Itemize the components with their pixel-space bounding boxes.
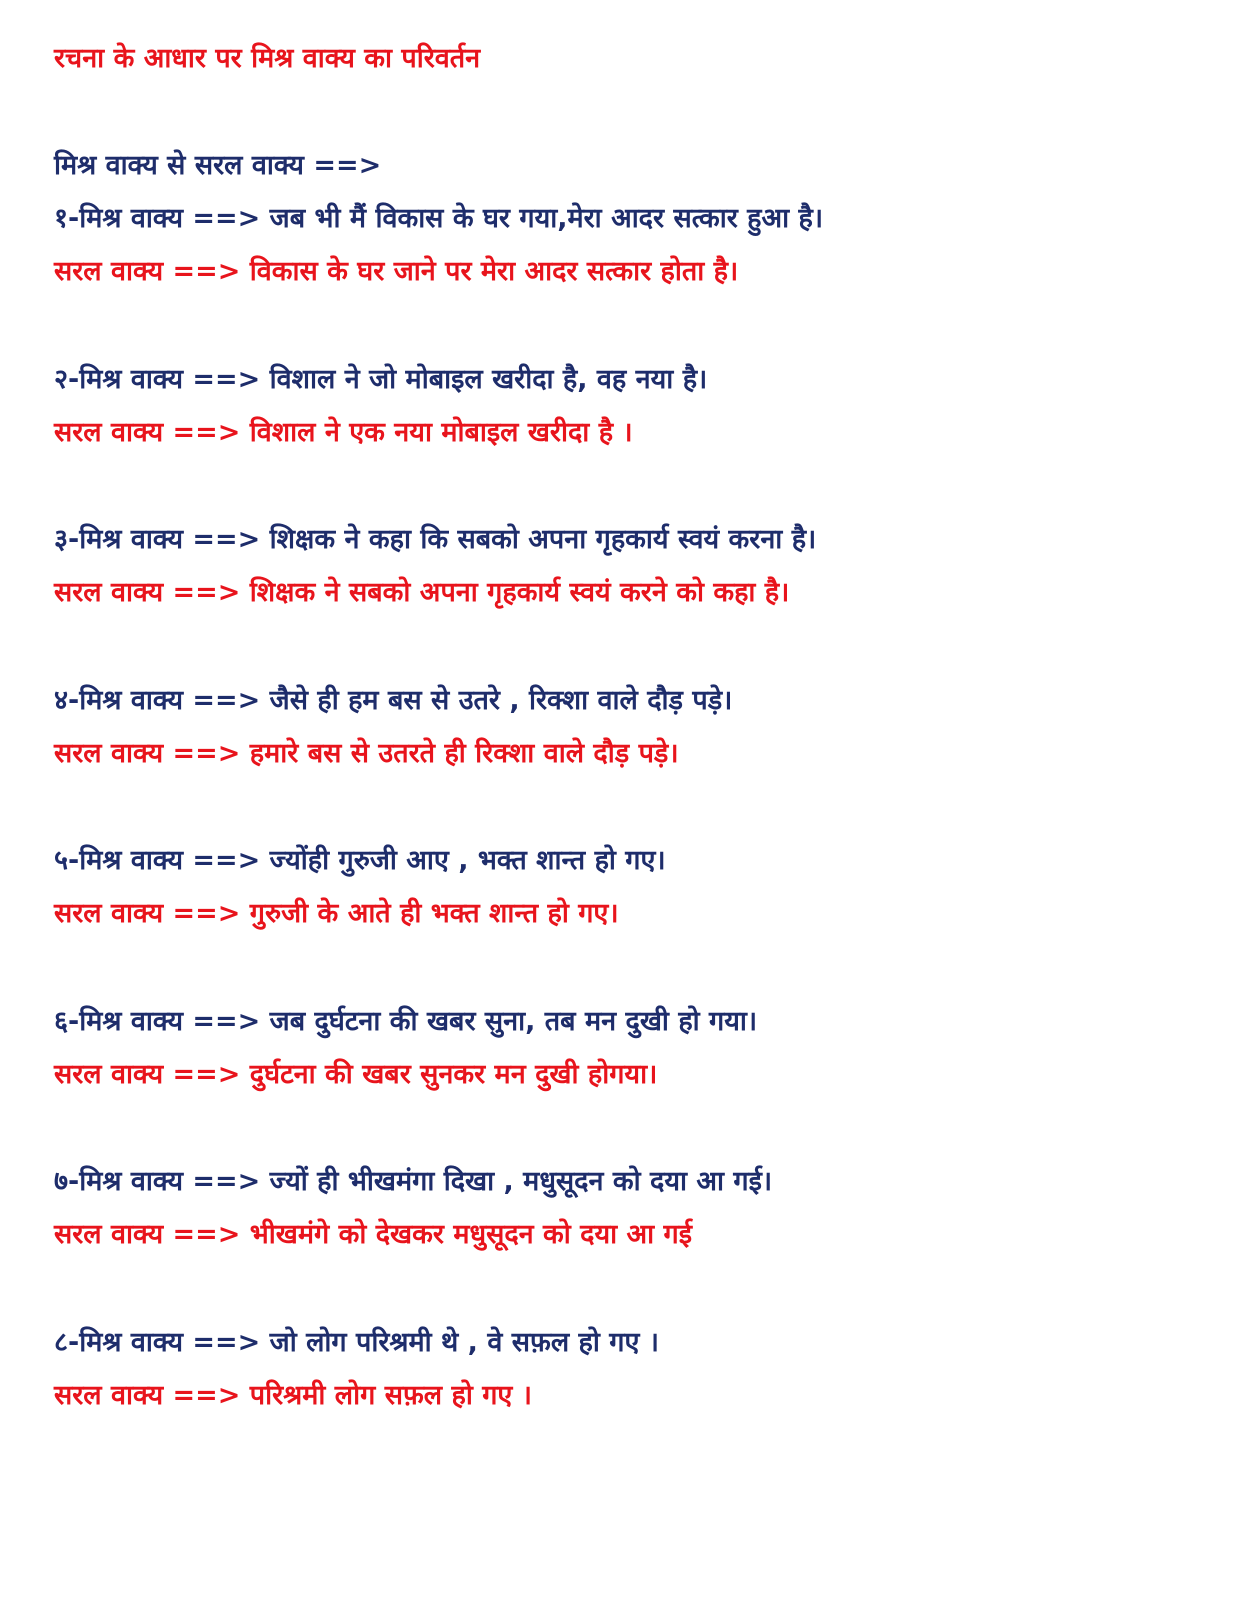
simple-sentence-7: सरल वाक्य ==> भीखमंगे को देखकर मधुसूदन को दया आ गई bbox=[54, 1219, 693, 1250]
simple-sentence-3: सरल वाक्य ==> शिक्षक ने सबको अपना गृहकार्य स्वयं करने को कहा है। bbox=[54, 577, 790, 608]
complex-sentence-3: ३-मिश्र वाक्य ==> शिक्षक ने कहा कि सबको अपना गृहकार्य स्वयं करना है। bbox=[54, 524, 817, 555]
complex-sentence-6: ६-मिश्र वाक्य ==> जब दुर्घटना की खबर सुना, तब मन दुखी हो गया। bbox=[54, 1006, 758, 1037]
page-title: रचना के आधार पर मिश्र वाक्य का परिवर्तन bbox=[54, 43, 481, 74]
complex-sentence-5: ५-मिश्र वाक्य ==> ज्योंही गुरुजी आए , भक्त शान्त हो गए। bbox=[54, 845, 666, 876]
complex-sentence-1: १-मिश्र वाक्य ==> जब भी मैं विकास के घर गया,मेरा आदर सत्कार हुआ है। bbox=[54, 203, 824, 234]
simple-sentence-2: सरल वाक्य ==> विशाल ने एक नया मोबाइल खरीदा है । bbox=[54, 417, 633, 448]
complex-sentence-8: ८-मिश्र वाक्य ==> जो लोग परिश्रमी थे , वे सफ़ल हो गए । bbox=[54, 1327, 660, 1358]
simple-sentence-5: सरल वाक्य ==> गुरुजी के आते ही भक्त शान्त हो गए। bbox=[54, 898, 619, 929]
complex-sentence-2: २-मिश्र वाक्य ==> विशाल ने जो मोबाइल खरीदा है, वह नया है। bbox=[54, 364, 708, 395]
simple-sentence-1: सरल वाक्य ==> विकास के घर जाने पर मेरा आदर सत्कार होता है। bbox=[54, 256, 739, 287]
simple-sentence-6: सरल वाक्य ==> दुर्घटना की खबर सुनकर मन दुखी होगया। bbox=[54, 1059, 658, 1090]
complex-sentence-7: ७-मिश्र वाक्य ==> ज्यों ही भीखमंगा दिखा , मधुसूदन को दया आ गई। bbox=[54, 1166, 773, 1197]
simple-sentence-8: सरल वाक्य ==> परिश्रमी लोग सफ़ल हो गए । bbox=[54, 1380, 532, 1411]
complex-sentence-4: ४-मिश्र वाक्य ==> जैसे ही हम बस से उतरे , रिक्शा वाले दौड़ पड़े। bbox=[54, 685, 733, 716]
section-heading: मिश्र वाक्य से सरल वाक्य ==> bbox=[54, 150, 382, 181]
simple-sentence-4: सरल वाक्य ==> हमारे बस से उतरते ही रिक्शा वाले दौड़ पड़े। bbox=[54, 738, 679, 769]
